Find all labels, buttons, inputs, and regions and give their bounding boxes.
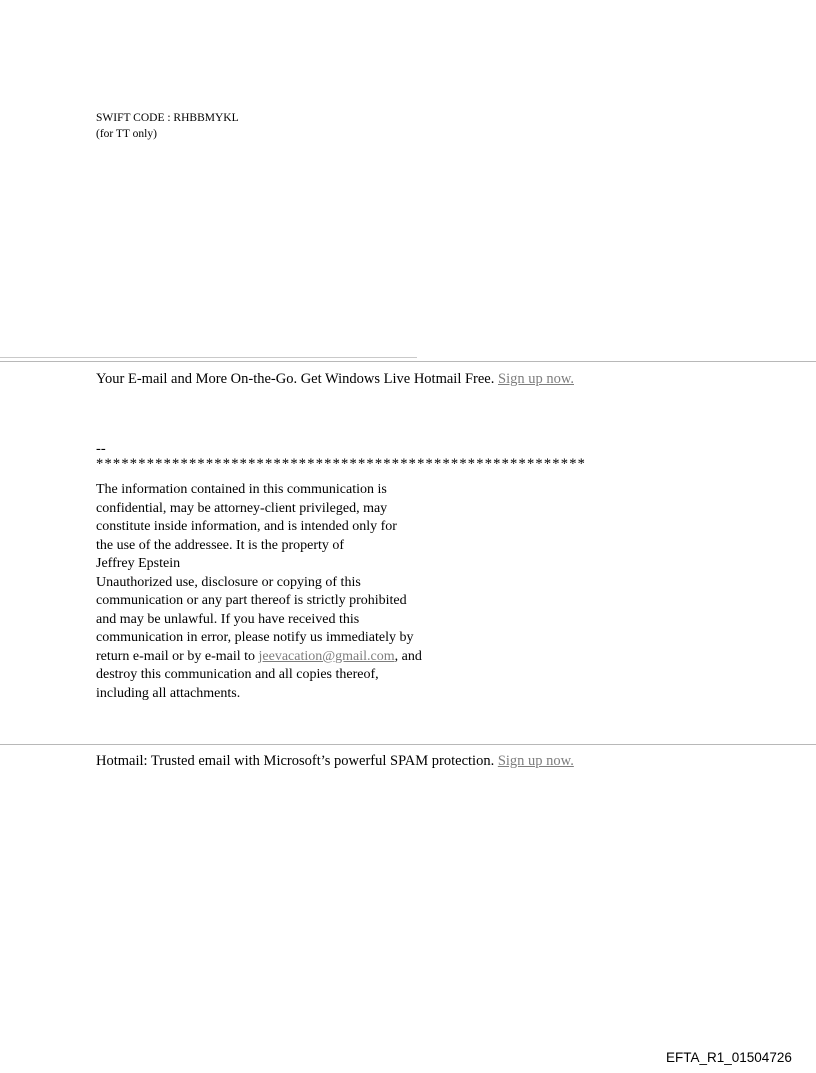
signature-dashes: -- (96, 441, 106, 457)
asterisk-divider: ********************************************************** (96, 456, 587, 472)
swift-code-line: SWIFT CODE : RHBBMYKL (96, 112, 239, 124)
divider-top (0, 361, 816, 362)
bates-number: EFTA_R1_01504726 (666, 1050, 792, 1065)
confidentiality-disclaimer (96, 481, 576, 703)
disclaimer-line: and may be unlawful. If you have received this (96, 611, 360, 627)
divider-bottom (0, 744, 816, 745)
disclaimer-email-suffix: , and (394, 648, 422, 664)
disclaimer-line: communication in error, please notify us immediately by (96, 630, 414, 645)
sign-up-now-link-bottom[interactable]: Sign up now. (497, 753, 574, 769)
swift-code-block (96, 111, 239, 142)
sign-up-now-link-top[interactable]: Sign up now. (498, 371, 574, 387)
disclaimer-line: Unauthorized use, disclosure or copying of this (96, 574, 361, 590)
hotmail-promo-top-text: Your E-mail and More On-the-Go. Get Windows Live Hotmail Free. (96, 371, 498, 387)
disclaimer-line-email (96, 648, 576, 667)
divider-partial (0, 357, 417, 358)
disclaimer-line: including all attachments. (96, 685, 241, 701)
disclaimer-line: constitute inside information, and is intended only for (96, 519, 397, 534)
disclaimer-line: destroy this communication and all copies thereof, (96, 667, 379, 682)
swift-code-note: (for TT only) (96, 127, 157, 140)
email-address-link[interactable]: jeevacation@gmail.com (258, 648, 395, 664)
hotmail-promo-bottom-text: Hotmail: Trusted email with Microsoft’s powerful SPAM protection. (96, 753, 498, 769)
disclaimer-line: the use of the addressee. It is the property of (96, 537, 345, 553)
hotmail-promo-top (96, 370, 574, 389)
disclaimer-line: confidential, may be attorney-client privileged, may (96, 500, 388, 516)
disclaimer-line: The information contained in this communication is (96, 482, 387, 497)
disclaimer-line-owner-name: Jeffrey Epstein (96, 556, 181, 571)
disclaimer-line: communication or any part thereof is strictly prohibited (96, 593, 407, 608)
hotmail-promo-bottom (96, 752, 574, 771)
disclaimer-email-prefix: return e-mail or by e-mail to (96, 648, 259, 664)
